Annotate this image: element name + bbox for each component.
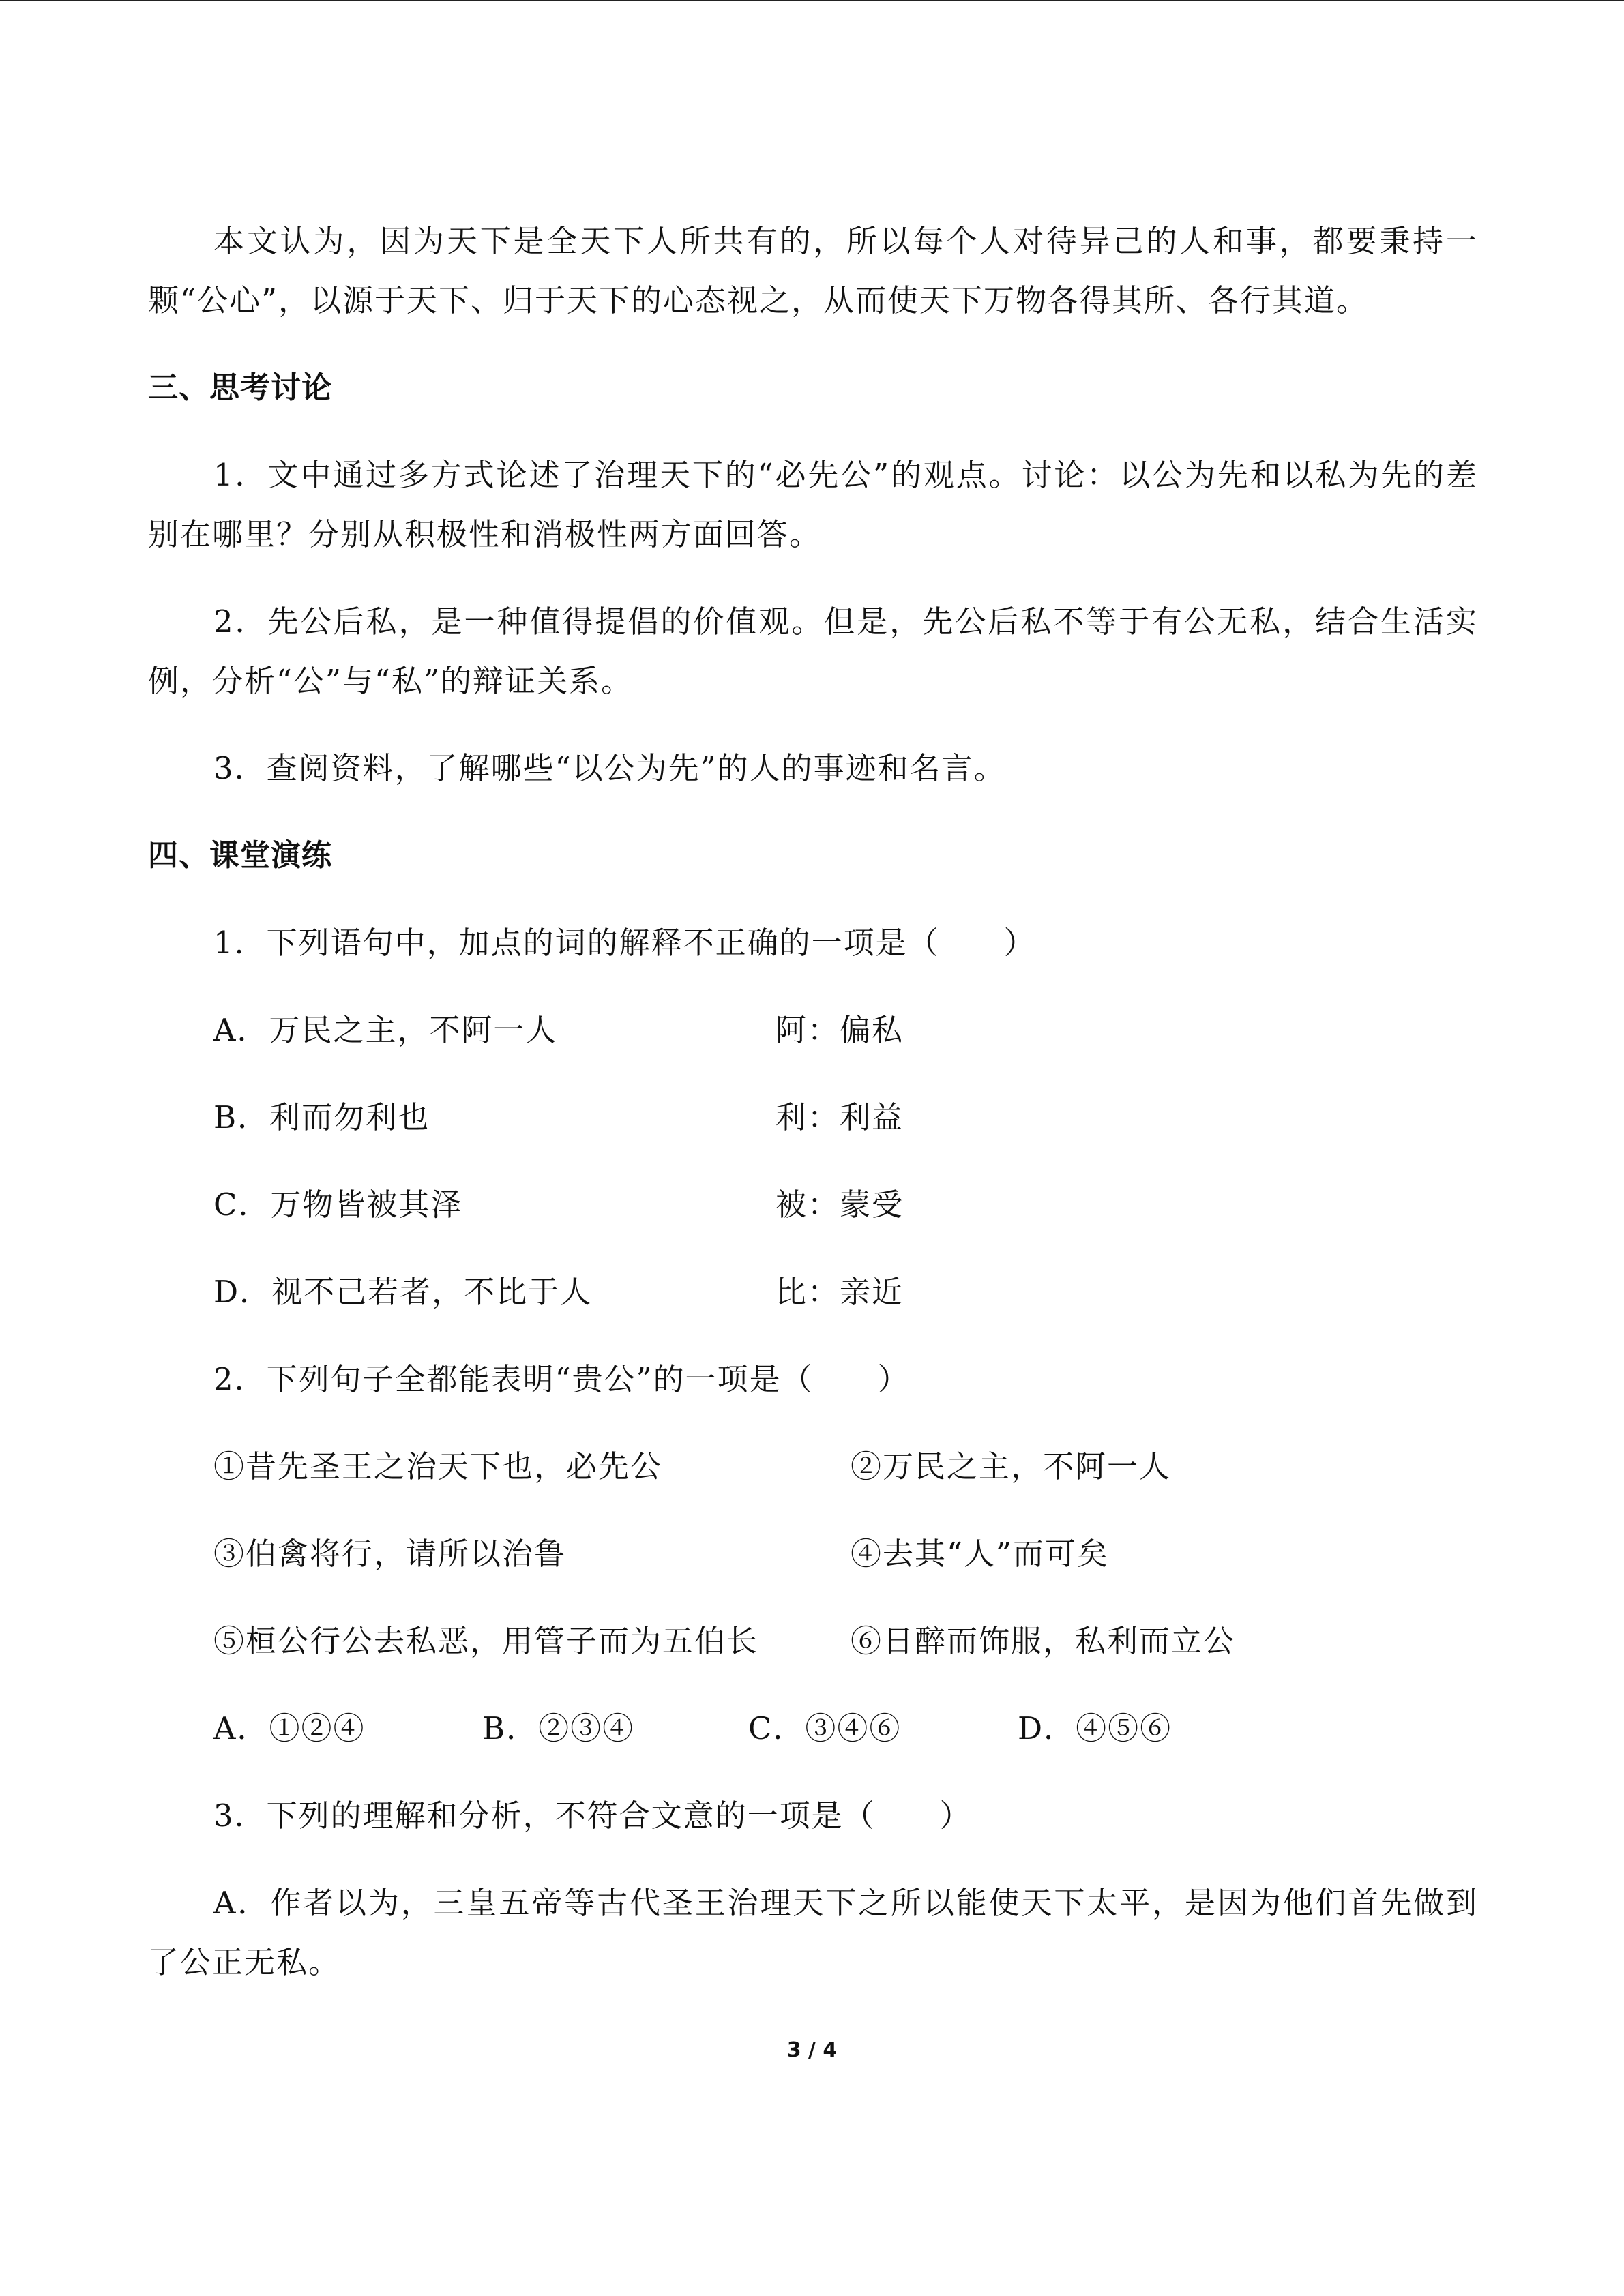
question-2-stem-text: 2．下列句子全都能表明“贵公”的一项是（ ） (213, 1361, 910, 1397)
question-2-choices (148, 1699, 1478, 1758)
question-1-option-c (148, 1175, 1478, 1234)
question-2-pair-3 (148, 1611, 1478, 1671)
question-2-pair-2 (148, 1524, 1478, 1583)
section-heading-exercises: 四、课堂演练 (148, 838, 332, 873)
page-number: 3 / 4 (786, 2038, 838, 2062)
question-2-pair-1 (148, 1437, 1478, 1496)
option-gloss: 阿：偏私 (776, 1012, 904, 1048)
question-3-stem-text: 3．下列的理解和分析，不符合文意的一项是（ ） (213, 1798, 972, 1834)
option-sentence: B．利而勿利也 (213, 1099, 430, 1135)
choice-c: C．③④⑥ (748, 1710, 902, 1746)
question-1-option-a (148, 1000, 1478, 1060)
choice-a: A．①②④ (213, 1710, 366, 1746)
discussion-item-3: 3．查阅资料，了解哪些“以公为先”的人的事迹和名言。 (213, 750, 1006, 786)
section-heading-discussion: 三、思考讨论 (148, 370, 332, 405)
statement-left: ⑤桓公行公去私恶，用管子而为五伯长 (213, 1623, 759, 1659)
option-gloss: 利：利益 (776, 1099, 904, 1135)
choice-d: D．④⑤⑥ (1018, 1710, 1172, 1746)
question-2-stem (148, 1350, 1478, 1409)
statement-right: ②万民之主，不阿一人 (851, 1448, 1172, 1485)
choice-b: B．②③④ (482, 1710, 635, 1746)
question-1-option-d (148, 1262, 1478, 1322)
question-3-stem (148, 1786, 1478, 1845)
statement-left: ①昔先圣王之治天下也，必先公 (213, 1448, 663, 1485)
option-gloss: 被：蒙受 (776, 1187, 904, 1223)
question-1-stem (148, 913, 1478, 972)
question-3-option-a: A．作者以为，三皇五帝等古代圣王治理天下之所以能使天下太平，是因为他们首先做到了公正无私。 (148, 1885, 1478, 1980)
statement-left: ③伯禽将行，请所以治鲁 (213, 1536, 567, 1572)
option-sentence: A．万民之主，不阿一人 (213, 1012, 558, 1048)
option-gloss: 比：亲近 (776, 1274, 904, 1310)
page-content (148, 211, 1478, 2020)
question-1-option-b (148, 1088, 1478, 1147)
discussion-item-2: 2．先公后私，是一种值得提倡的价值观。但是，先公后私不等于有公无私，结合生活实例，分析“公”与“私”的辩证关系。 (148, 603, 1478, 699)
statement-right: ⑥日醉而饰服，私利而立公 (851, 1623, 1236, 1659)
option-sentence: D．视不己若者，不比于人 (213, 1274, 593, 1310)
option-sentence: C．万物皆被其泽 (213, 1187, 463, 1223)
summary-paragraph: 本文认为，因为天下是全天下人所共有的，所以每个人对待异己的人和事，都要秉持一颗“公心”，以源于天下、归于天下的心态视之，从而使天下万物各得其所、各行其道。 (148, 223, 1478, 318)
discussion-item-1: 1．文中通过多方式论述了治理天下的“必先公”的观点。讨论：以公为先和以私为先的差别在哪里？分别从积极性和消极性两方面回答。 (148, 457, 1478, 552)
question-1-stem-text: 1．下列语句中，加点的词的解释不正确的一项是（ ） (213, 925, 1036, 961)
statement-right: ④去其“人”而可矣 (851, 1536, 1110, 1572)
